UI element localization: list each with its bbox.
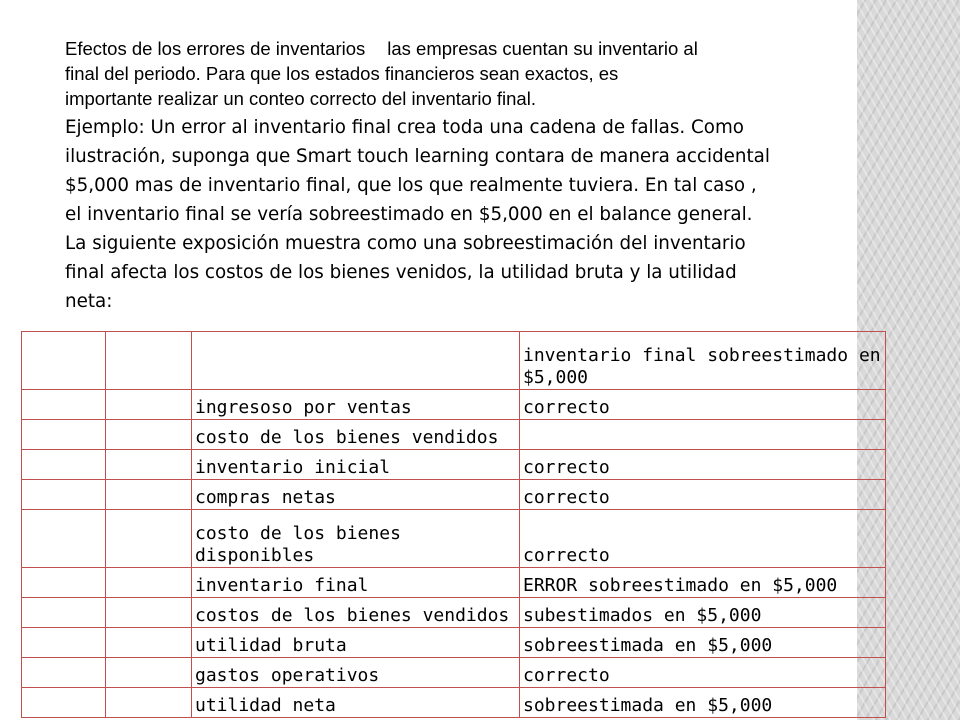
inventory-error-table [21,331,886,718]
table-cell-effect: correcto [520,450,886,480]
table-cell-effect: sobreestimada en $5,000 [520,628,886,658]
table-cell-empty [106,450,192,480]
table-cell-effect: sobreestimada en $5,000 [520,688,886,718]
table-row [22,628,886,658]
table-cell-effect [520,420,886,450]
table-cell-effect: subestimados en $5,000 [520,598,886,628]
table-cell-empty [106,628,192,658]
table-cell-effect: correcto [520,480,886,510]
table-cell-concept: inventario final [192,568,520,598]
table-cell-empty [22,628,106,658]
table-cell-empty [22,450,106,480]
table-cell-empty [22,568,106,598]
table-cell-empty [106,332,192,390]
intro-title: Efectos de los errores de inventarios [65,38,366,59]
table-cell-effect: correcto [520,658,886,688]
table-cell-empty [22,658,106,688]
table-cell-empty [106,688,192,718]
table-row [22,658,886,688]
table-header-cell: inventario final sobreestimado en $5,000 [520,332,886,390]
table-cell-empty [106,658,192,688]
example-paragraph [65,113,905,316]
example-line: Ejemplo: Un error al inventario final crea toda una cadena de fallas. Como [65,117,744,138]
table-cell-concept: utilidad bruta [192,628,520,658]
table-row [22,598,886,628]
table-cell-empty [192,332,520,390]
table-cell-concept: costos de los bienes vendidos [192,598,520,628]
table-cell-concept: inventario inicial [192,450,520,480]
table-cell-effect: correcto [520,510,886,568]
table-cell-empty [22,332,106,390]
table-cell-effect: ERROR sobreestimado en $5,000 [520,568,886,598]
example-line: final afecta los costos de los bienes venidos, la utilidad bruta y la utilidad [65,262,737,283]
intro-line-1 [65,36,905,61]
table-cell-concept: compras netas [192,480,520,510]
table-cell-empty [106,568,192,598]
intro-text-block [65,36,905,316]
intro-line-2: final del periodo. Para que los estados financieros sean exactos, es [65,63,619,84]
example-line: neta: [65,291,113,312]
table-row [22,390,886,420]
table-cell-concept: costo de los bienes disponibles [192,510,520,568]
table-cell-empty [22,420,106,450]
table-cell-empty [22,688,106,718]
table-cell-empty [106,510,192,568]
table-cell-empty [22,390,106,420]
example-line: ilustración, suponga que Smart touch learning contara de manera accidental [65,146,770,167]
table-cell-concept: ingresoso por ventas [192,390,520,420]
table-header-row [22,332,886,390]
table-row [22,480,886,510]
table-cell-empty [106,390,192,420]
table-row [22,568,886,598]
example-line: $5,000 mas de inventario final, que los que realmente tuviera. En tal caso , [65,175,757,196]
table-cell-effect: correcto [520,390,886,420]
table-cell-concept: costo de los bienes vendidos [192,420,520,450]
table-cell-empty [22,598,106,628]
example-line: el inventario final se vería sobreestimado en $5,000 en el balance general. [65,204,753,225]
table-cell-empty [106,598,192,628]
table-row [22,688,886,718]
example-line: La siguiente exposición muestra como una sobreestimación del inventario [65,233,746,254]
table-cell-concept: utilidad neta [192,688,520,718]
table-row [22,420,886,450]
intro-line-1-cont: las empresas cuentan su inventario al [387,38,698,59]
table-row [22,450,886,480]
intro-line-3: importante realizar un conteo correcto del inventario final. [65,88,536,109]
table-cell-empty [22,510,106,568]
table-cell-empty [22,480,106,510]
table-cell-empty [106,480,192,510]
table-row [22,510,886,568]
table-cell-concept: gastos operativos [192,658,520,688]
table-cell-empty [106,420,192,450]
